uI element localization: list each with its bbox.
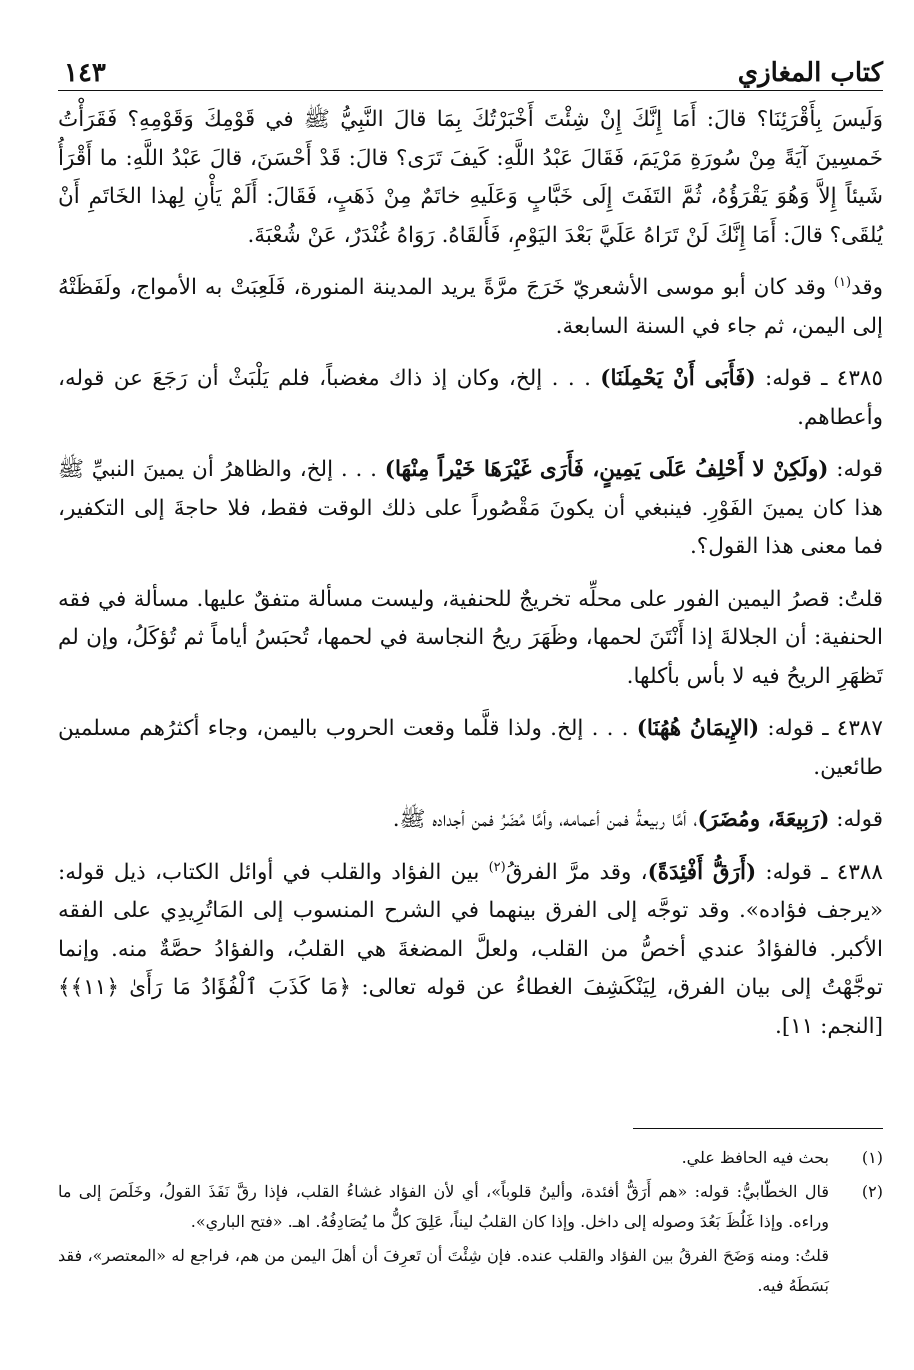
book-page <box>58 46 883 1346</box>
hadith-number: ٤٣٨٥ ـ قوله: <box>765 366 883 391</box>
footnote-number: (٢) <box>861 1182 883 1201</box>
footnote-text: قال الخطّابيُّ: قوله: «هم أَرَقُّ أفئدة، وألينُ قلوباً»، أي لأن الفؤاد غشاءُ القلب، فإذا رقَّ نَفَذَ القولُ، وخَلَصَ إلى ما وراءه. وإذا غَلُظَ بَعُدَ وصوله إلى داخل. وإذا كان القلبُ ليناً، عَلِقَ كلُّ ما يُصَادِفُهُ. اهـ. «فتح الباري». <box>58 1182 829 1231</box>
hadith-quote: (الإِيمَانُ هُهُنَا) <box>636 716 760 741</box>
footnote-2-continuation: قلتُ: ومنه وَضَحَ الفرقُ بين الفؤاد والقلب عنده. فإن شِئْتَ أن تَعرِفَ أن أهلَ اليمن من هم، فراجع له «المعتصر»، فقد بَسَطَهُ فيه. <box>58 1246 830 1295</box>
paragraph-lead: وقد <box>851 275 884 300</box>
book-title: كتاب المغازي <box>737 58 883 88</box>
footnote-1 <box>58 1143 883 1173</box>
hadith-quote: (رَبِيعَةَ، ومُضَرَ) <box>697 807 830 832</box>
footnote-ref-1[interactable]: (١) <box>833 274 852 290</box>
paragraph-text: بين الفؤاد والقلب في أوائل الكتاب، ذيل قوله: «يرجف فؤاده». وقد توجَّه إلى الفرق بينهما في الشرح المنسوب إلى المَاتُرِيدِي على الفقه الأكبر. فالفؤادُ عندي أخصُّ من القلب، ولعلَّ المضغةَ هي القلبُ، والفؤادُ حصَّةٌ منه. وإنما توجَّهْتُ إلى بيان الفرق، لِيَنْكَشِفَ الغطاءُ عن قوله تعالى: ﴿مَا كَذَبَ ٱلْفُؤَادُ مَا رَأَىٰ ﴿١١﴾﴾ [النجم: ١١]. <box>58 859 883 1039</box>
footnote-ref-2[interactable]: (٢) <box>488 859 506 875</box>
paragraph-7 <box>58 801 883 840</box>
paragraph-text: وقد كان أبو موسى الأشعريّ خَرَجَ مرَّةً يريد المدينة المنورة، فَلَعِبَتْ به الأمواج، ولَفَظَتْهُ إلى اليمن، ثم جاء في السنة السابعة. <box>58 275 883 339</box>
paragraph-5 <box>58 581 883 697</box>
main-text <box>58 101 883 1046</box>
hadith-quote: (فَأَبَى أَنْ يَحْمِلَنَا) <box>600 366 756 391</box>
hadith-number: قوله: <box>836 807 883 832</box>
paragraph-4 <box>58 451 883 567</box>
hadith-quote: (أَرَقُّ أَفْئِدَةً) <box>647 859 757 885</box>
footnote-2 <box>58 1177 883 1237</box>
paragraph-text: وَلَيسَ بِأَقْرَئِنَا؟ قالَ: أَمَا إِنَّكَ إِنْ شِئْتَ أَخْبَرْتُكَ بِمَا قالَ النَّبِيُّ ﷺ في قَوْمِكَ وَقَوْمِهِ؟ فَقَرَأْتُ خَمسِينَ آيَةً مِنْ سُورَةِ مَرْيَمَ، فَقَالَ عَبْدُ اللَّهِ: كَيفَ تَرَى؟ قالَ: قَدْ أَحْسَنَ، قالَ عَبْدُ اللَّهِ: ما أَقْرَأُ شَيئاً إِلاَّ وَهُوَ يَقْرَؤُهُ، ثُمَّ التَفَتَ إِلَى خَبَّابٍ وَعَلَيهِ خاتَمٌ مِنْ ذَهَبٍ، فَقَالَ: أَلَمْ يَأْنِ لِهذا الخَاتَمِ أَنْ يُلقَى؟ قالَ: أَمَا إِنَّكَ لَنْ تَرَاهُ عَلَيَّ بَعْدَ اليَوْمِ، فَأَلقَاهُ. رَوَاهُ غُنْدَرٌ، عَنْ شُعْبَةَ. <box>58 107 883 248</box>
paragraph-8 <box>58 854 883 1047</box>
paragraph-3 <box>58 360 883 437</box>
footnotes-section <box>58 1128 883 1301</box>
paragraph-text: ، أمَّا ربيعةُ فمن أعمامه، وأمَّا مُضَرُ فمن أجداده ﷺ. <box>392 807 698 832</box>
paragraph-2 <box>58 269 883 346</box>
hadith-number: ٤٣٨٧ ـ قوله: <box>767 716 883 741</box>
footnote-divider <box>633 1128 883 1129</box>
footnote-text: بحث فيه الحافظ علي. <box>681 1148 829 1167</box>
paragraph-text-a: ، وقد مرَّ الفرقُ <box>505 859 648 885</box>
paragraph-text: . . . إلخ، والظاهرُ أن يمينَ النبيِّ ﷺ هذا كان يمينَ الفَوْرِ. فينبغي أن يكونَ مَقْصُوراً على ذلك الوقت فقط، فلا حاجةَ إلى التكفير، فما معنى هذا القول؟. <box>58 457 883 559</box>
paragraph-text: . . . إلخ، وكان إذ ذاك مغضباً، فلم يَلْبَثْ أن رَجَعَ عن قوله، وأعطاهم. <box>58 366 883 430</box>
paragraph-1 <box>58 101 883 255</box>
page-header <box>58 46 883 91</box>
paragraph-text: . . . إلخ. ولذا قلَّما وقعت الحروب باليمن، وجاء أكثرُهم مسلمين طائعين. <box>58 716 883 780</box>
hadith-quote: (ولَكِنْ لا أَحْلِفُ عَلَى يَمِينٍ، فَأَرَى غَيْرَهَا خَيْراً مِنْهَا) <box>384 457 829 482</box>
page-number: ١٤٣ <box>64 58 106 88</box>
paragraph-text: قلتُ: قصرُ اليمين الفور على محلِّه تخريجٌ للحنفية، وليست مسألة متفقٌ عليها. مسألة في فقه الحنفية: أن الجلالةَ إذا أَنْتَنَ لحمها، وظَهَرَ ريحُ النجاسة في لحمها، تُحبَسُ أياماً ثم تُؤكَلُ، وإن لم تَظهَرِ الريحُ فيه لا بأس بأكلها. <box>58 586 883 689</box>
hadith-number: ٤٣٨٨ ـ قوله: <box>765 859 883 885</box>
paragraph-6 <box>58 710 883 787</box>
hadith-number: قوله: <box>836 457 883 482</box>
footnote-number: (١) <box>861 1148 883 1167</box>
